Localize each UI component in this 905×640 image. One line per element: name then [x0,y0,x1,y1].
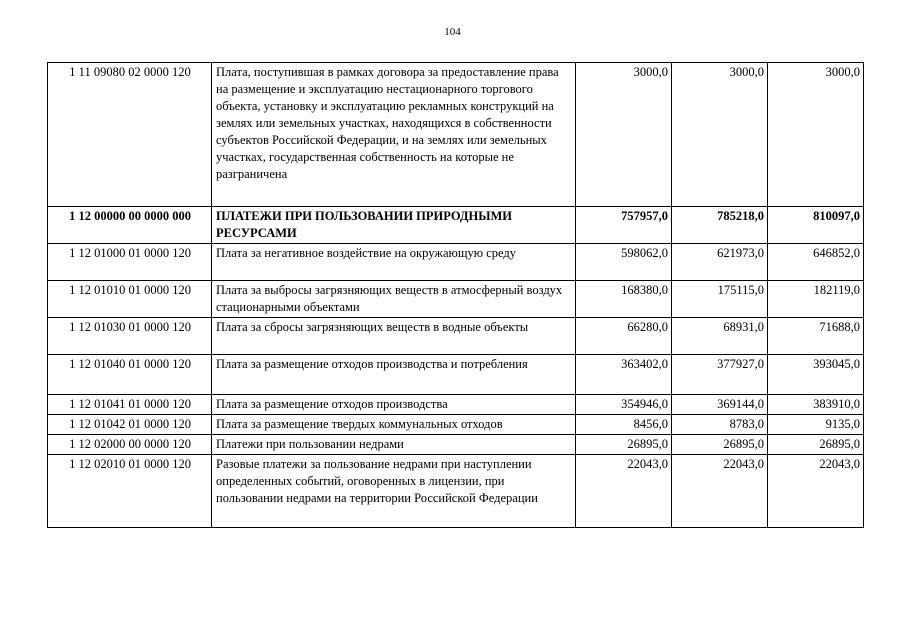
revenue-name-cell: Плата за размещение твердых коммунальных отходов [212,415,576,435]
value-year2-cell: 22043,0 [672,455,768,528]
budget-code-cell: 1 12 01040 01 0000 120 [48,355,212,395]
page-number: 104 [444,26,461,38]
budget-code-cell: 1 12 01030 01 0000 120 [48,318,212,355]
revenue-name-cell: Платежи при пользовании недрами [212,435,576,455]
budget-code-cell: 1 11 09080 02 0000 120 [48,63,212,207]
value-year1-cell: 3000,0 [576,63,672,207]
table-row [48,355,864,395]
value-year2-cell: 369144,0 [672,395,768,415]
value-year3-cell: 9135,0 [768,415,864,435]
budget-code-cell: 1 12 01041 01 0000 120 [48,395,212,415]
value-year2-cell: 175115,0 [672,281,768,318]
value-year2-cell: 26895,0 [672,435,768,455]
value-year1-cell: 757957,0 [576,207,672,244]
revenue-name-cell: Разовые платежи за пользование недрами при наступлении определенных событий, оговоренных в лицензии, при пользовании недрами на территории Российской Федерации [212,455,576,528]
value-year3-cell: 383910,0 [768,395,864,415]
value-year3-cell: 71688,0 [768,318,864,355]
revenue-name-cell: Плата за негативное воздействие на окружающую среду [212,244,576,281]
revenue-name-cell: Плата, поступившая в рамках договора за предоставление права на размещение и эксплуатацию нестационарного торгового объекта, установку и эксплуатацию рекламных конструкций на землях или земельных участках, находящихся в собственности субъектов Российской Федерации, и на землях или земельных участках, государственная собственность на которые не разграничена [212,63,576,207]
value-year1-cell: 22043,0 [576,455,672,528]
budget-code-cell: 1 12 00000 00 0000 000 [48,207,212,244]
table-row [48,281,864,318]
value-year2-cell: 621973,0 [672,244,768,281]
table-row [48,207,864,244]
budget-code-cell: 1 12 01010 01 0000 120 [48,281,212,318]
revenue-name-cell: Плата за размещение отходов производства [212,395,576,415]
value-year3-cell: 810097,0 [768,207,864,244]
table-row [48,435,864,455]
revenue-name-cell: Плата за сбросы загрязняющих веществ в водные объекты [212,318,576,355]
value-year1-cell: 8456,0 [576,415,672,435]
budget-code-cell: 1 12 02010 01 0000 120 [48,455,212,528]
value-year2-cell: 377927,0 [672,355,768,395]
table-row [48,395,864,415]
value-year1-cell: 26895,0 [576,435,672,455]
value-year2-cell: 3000,0 [672,63,768,207]
table-row [48,63,864,207]
value-year2-cell: 8783,0 [672,415,768,435]
value-year3-cell: 646852,0 [768,244,864,281]
value-year3-cell: 22043,0 [768,455,864,528]
table-row [48,415,864,435]
budget-code-cell: 1 12 01042 01 0000 120 [48,415,212,435]
value-year2-cell: 785218,0 [672,207,768,244]
value-year2-cell: 68931,0 [672,318,768,355]
value-year1-cell: 354946,0 [576,395,672,415]
value-year1-cell: 66280,0 [576,318,672,355]
value-year3-cell: 393045,0 [768,355,864,395]
revenue-name-cell: Плата за выбросы загрязняющих веществ в атмосферный воздух стационарными объектами [212,281,576,318]
revenue-name-cell: ПЛАТЕЖИ ПРИ ПОЛЬЗОВАНИИ ПРИРОДНЫМИ РЕСУРСАМИ [212,207,576,244]
value-year3-cell: 26895,0 [768,435,864,455]
value-year1-cell: 598062,0 [576,244,672,281]
budget-code-cell: 1 12 01000 01 0000 120 [48,244,212,281]
budget-revenue-table [47,62,864,528]
value-year1-cell: 363402,0 [576,355,672,395]
value-year3-cell: 3000,0 [768,63,864,207]
table-row [48,455,864,528]
value-year3-cell: 182119,0 [768,281,864,318]
revenue-name-cell: Плата за размещение отходов производства и потребления [212,355,576,395]
budget-code-cell: 1 12 02000 00 0000 120 [48,435,212,455]
table-row [48,318,864,355]
table-row [48,244,864,281]
value-year1-cell: 168380,0 [576,281,672,318]
